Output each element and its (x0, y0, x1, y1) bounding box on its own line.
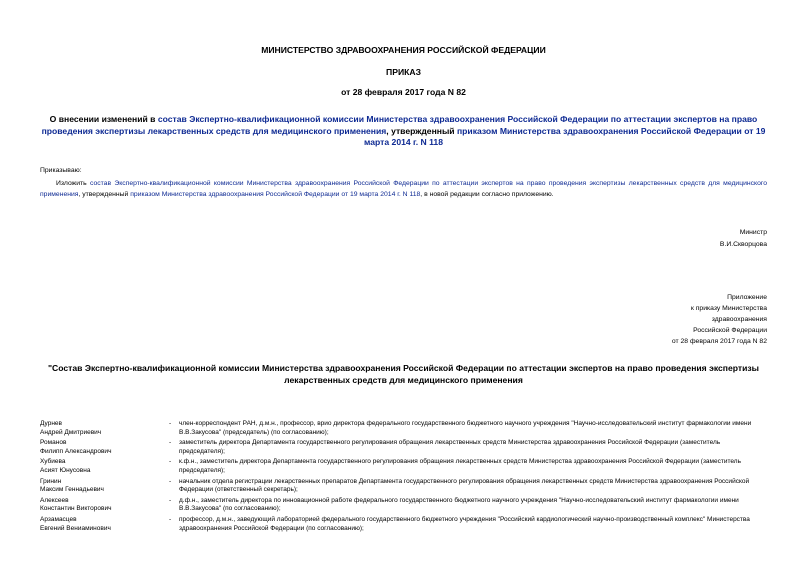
member-given-name: Константин Викторович (40, 505, 112, 513)
paragraph-prefix: Изложить (56, 180, 90, 187)
command-word: Приказываю: (40, 167, 82, 174)
member-given-name: Филипп Александрович (40, 447, 112, 455)
member-description: д.ф.н., заместитель директора по инновационной работе федерального государственного бюджетного научного учреждения "Научно-исследовательский институт фармакологии имени В.В.Закусова" (по согласованию); (179, 496, 739, 513)
member-dash: - (169, 439, 172, 447)
member-description: начальник отдела регистрации лекарственных препаратов Департамента государственного регулирования обращения лекарственных средств Министерства здравоохранения Российской Федерации (ответственный секретарь); (179, 477, 750, 494)
member-row (40, 439, 767, 456)
composition-title: "Состав Экспертно-квалификационной комиссии Министерства здравоохранения Российской Федерации по аттестации экспертов на право проведения экспертизы лекарственных средств для медицинского применения (47, 363, 759, 385)
member-surname: Дурнев (40, 420, 62, 427)
member-description: член-корреспондент РАН, д.м.н., профессор, врио директора федерального государственного бюджетного научного учреждения "Научно-исследовательский институт фармакологии имени В.В.Закусова" (председатель) (по согласованию); (179, 420, 752, 436)
member-name (40, 420, 169, 437)
appendix-line: здравоохранения (711, 316, 767, 323)
member-description: к.ф.н., заместитель директора Департамента государственного регулирования обращения лекарственных средств Министерства здравоохранения Российской Федерации (заместитель председателя); (179, 458, 741, 474)
member-surname: Алексеев (40, 496, 69, 504)
member-name (40, 478, 169, 495)
member-surname: Хубиева (40, 458, 66, 466)
title-link-composition[interactable]: состав Экспертно-квалификационной комиссии Министерства здравоохранения Российской Федерации по аттестации экспертов на право проведения экспертизы лекарственных средств для медицинского применения (41, 114, 758, 136)
paragraph-link-composition[interactable]: состав Экспертно-квалификационной комиссии Министерства здравоохранения Российской Федерации по аттестации экспертов на право проведения экспертизы лекарственных средств для медицинского применения (40, 180, 767, 198)
member-name (40, 497, 169, 514)
appendix-line: от 28 февраля 2017 года N 82 (671, 338, 767, 345)
signature-block (720, 227, 767, 251)
member-given-name: Асият Юнусовна (40, 466, 91, 474)
body-paragraph (40, 178, 767, 200)
ministry-heading: МИНИСТЕРСТВО ЗДРАВООХРАНЕНИЯ РОССИЙСКОЙ ФЕДЕРАЦИИ (261, 45, 546, 55)
member-surname: Гринин (40, 477, 62, 485)
members-list (40, 420, 767, 535)
paragraph-middle: , утвержденный (78, 191, 131, 198)
member-dash: - (169, 477, 172, 485)
appendix-line: Приложение (727, 294, 767, 301)
member-surname: Арзамасцев (40, 515, 77, 523)
title-link-order[interactable]: приказом Министерства здравоохранения Российской Федерации от 19 марта 2014 г. N 118 (364, 125, 766, 147)
order-heading: ПРИКАЗ (386, 67, 421, 77)
signature-name: В.И.Скворцова (719, 241, 767, 248)
member-row (40, 458, 767, 475)
member-name (40, 516, 169, 533)
member-dash: - (169, 458, 172, 466)
member-given-name: Евгений Вениаминович (40, 524, 111, 532)
member-dash: - (169, 420, 172, 427)
member-description: профессор, д.м.н., заведующий лабораторией федерального государственного бюджетного учреждения "Российский кардиологический научно-производственный комплекс" Министерства здравоохранения Российской Федерации (по согласованию); (179, 515, 750, 532)
member-row (40, 516, 767, 533)
signature-position: Министр (739, 229, 767, 236)
member-row (40, 497, 767, 514)
order-title (40, 114, 767, 149)
appendix-block (672, 292, 767, 347)
appendix-line: к приказу Министерства (690, 305, 767, 312)
title-middle: , утвержденный (386, 125, 457, 136)
member-row (40, 478, 767, 495)
member-given-name: Андрей Дмитриевич (40, 428, 102, 436)
member-name (40, 439, 169, 456)
paragraph-suffix: , в новой редакции согласно приложению. (420, 191, 554, 198)
member-surname: Романов (40, 439, 67, 447)
order-date: от 28 февраля 2017 года N 82 (341, 87, 466, 97)
title-prefix: О внесении изменений в (49, 114, 158, 124)
member-description: заместитель директора Департамента государственного регулирования обращения лекарственных средств Министерства здравоохранения Российской Федерации (заместитель председателя); (179, 439, 721, 455)
appendix-line: Российской Федерации (693, 327, 767, 334)
member-dash: - (169, 515, 172, 523)
member-dash: - (169, 496, 172, 504)
paragraph-link-order[interactable]: приказом Министерства здравоохранения Российской Федерации от 19 марта 2014 г. N 118 (130, 191, 421, 198)
member-given-name: Максим Геннадьевич (40, 486, 104, 494)
member-name (40, 458, 169, 475)
member-row (40, 420, 767, 437)
